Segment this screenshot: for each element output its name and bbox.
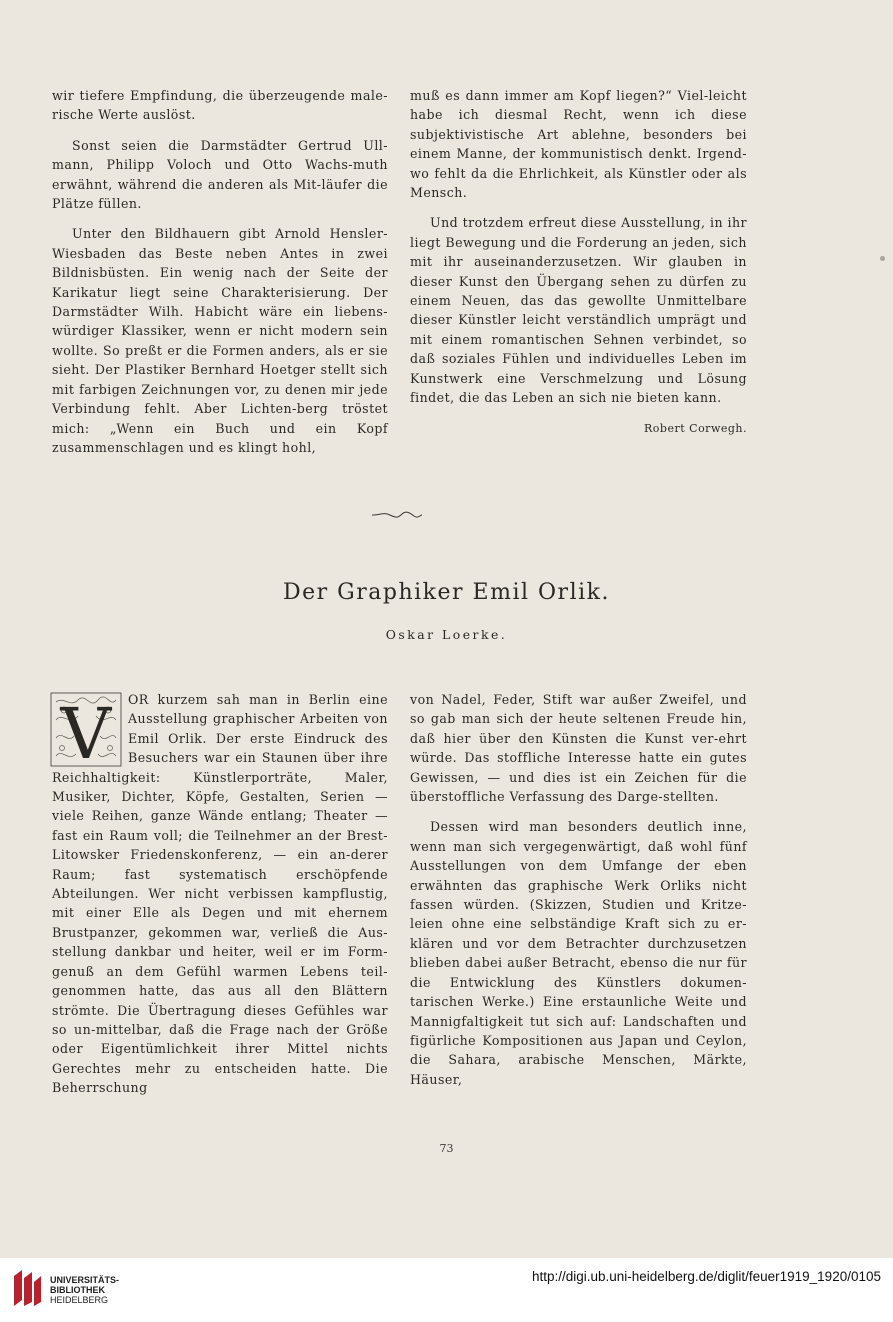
footer-bar [0,1258,893,1322]
paragraph: wir tiefere Empfindung, die überzeugende male-rische Werte auslöst. [52,88,388,123]
paragraph: Unter den Bildhauern gibt Arnold Hensler-Wiesbaden das Beste neben Antes in zwei Bildnisbüsten. Ein wenig nach der Seite der Karikatur liegt seine Charakterisierung. Der Darmstädter Wilh. Habicht wäre ein liebens-würdiger Klassiker, wenn er nicht modern sein wollte. So preßt er die Formen anders, als er sie sieht. Der Plastiker Bernhard Hoetger stellt sich mit farbigen Zeichnungen vor, zu denen mir jede Verbindung fehlt. Aber Lichten-berg tröstet mich: „Wenn ein Buch und ein Kopf zusammenschlagen und es klingt hohl, [52,226,388,455]
library-name-line3: HEIDELBERG [50,1295,109,1305]
article1-column-right [410,86,747,438]
divider-ornament-icon [370,510,424,520]
paragraph: von Nadel, Feder, Stift war außer Zweifel, und so gab man sich der heute seltenen Freude hin, daß hier über den Künsten die Kunst ver-ehrt würde. Das stoffliche Interesse hatte ein gutes Gewissen, — und dies ist ein Zeichen für die überstoffliche Verfassung des Darge-stellten. [410,692,747,805]
article-author: Oskar Loerke. [385,627,508,642]
article-title: Der Graphiker Emil Orlik. [283,580,610,605]
article1-column-left [52,86,388,468]
paragraph: muß es dann immer am Kopf liegen?“ Viel-leicht habe ich diesmal Recht, wenn ich diese subjektivistische Art ablehne, besonders bei einem Manne, der kommunistisch denkt. Irgend-wo fehlt da die Ehrlichkeit, als Künstler oder als Mensch. [410,88,747,201]
library-name-line1: UNIVERSITÄTS- [50,1275,120,1285]
signature: Robert Corwegh. [644,421,747,435]
dropcap-ornament [50,692,122,767]
paper-spot [880,256,885,261]
library-logo-text [50,1275,119,1305]
paragraph: Sonst seien die Darmstädter Gertrud Ull-mann, Philipp Voloch und Otto Wachs-muth erwähnt, während die anderen als Mit-läufer die Plätze füllen. [52,137,388,212]
source-url[interactable]: http://digi.ub.uni-heidelberg.de/diglit/feuer1919_1920/0105 [531,1269,881,1284]
article2-column-right [410,690,747,1100]
page-number: 73 [439,1142,454,1155]
dropcap-letter: V [60,693,112,767]
paragraph: Und trotzdem erfreut diese Ausstellung, in ihr liegt Bewegung und die Forderung an jeden, sich mit ihr auseinanderzusetzen. Wir glauben in dieser Kunst den Übergang sehen zu dürfen zu einem Neuen, das das gewollte Unmittelbare dieser Künstler leicht verständlich umprägt und mit einem romantischen Sehnen verbindet, so daß soziales Fühlen und individuelles Leben im Kunstwerk eine Verschmelzung und Lösung findet, die das Leben an sich nie bieten kann. [410,215,747,406]
article2-column-left [52,690,388,1109]
paragraph: Dessen wird man besonders deutlich inne, wenn man sich vergegenwärtigt, daß wohl fünf Ausstellungen von dem Umfange der eben erwähnten das graphische Werk Orliks nicht fassen würden. (Skizzen, Studien und Kritze-leien ohne eine selbständige Kraft sich zu er-klären und vor dem Betrachter durchzusetzen blieben dabei außer Betracht, ebenso die nur für die Entwicklung des Künstlers dokumen-tarischen Werke.) Eine erstaunliche Weite und Mannigfaltigkeit tut sich auf: Landschaften und figürliche Kompositionen aus Japan und Ceylon, die Sahara, arabische Menschen, Märkte, Häuser, [410,819,747,1087]
paragraph: OR kurzem sah man in Berlin eine Ausstellung graphischer Arbeiten von Emil Orlik. Der erste Eindruck des Besuchers war ein Staunen über ihre Reichhaltigkeit: Künstlerporträte, Maler, Musiker, Dichter, Köpfe, Gestalten, Serien — viele Reihen, ganze Wände entlang; Theater — fast ein Raum voll; die Teilnehmer an der Brest-Litowsker Friedenskonferenz, — ein an-derer Raum; fast systematisch erschöpfende Abteilungen. Wer nicht verbissen kampflustig, mit einer Elle als Degen und mit ehernem Brustpanzer, gekommen war, verließ die Aus-stellung dankbar und heiter, weil er im Form-genuß an dem Gefühl warmen Lebens teil-genommen hatte, das aus all den Blättern strömte. Die Übertragung dieses Gefühles war so un-mittelbar, daß die Frage nach der Größe oder Eigentümlichkeit ihrer Mittel nichts Gerechtes mehr zu entscheiden hatte. Die Beherrschung [52,692,388,1096]
library-name-line2: BIBLIOTHEK [50,1285,105,1295]
library-logo-icon [10,1268,44,1308]
